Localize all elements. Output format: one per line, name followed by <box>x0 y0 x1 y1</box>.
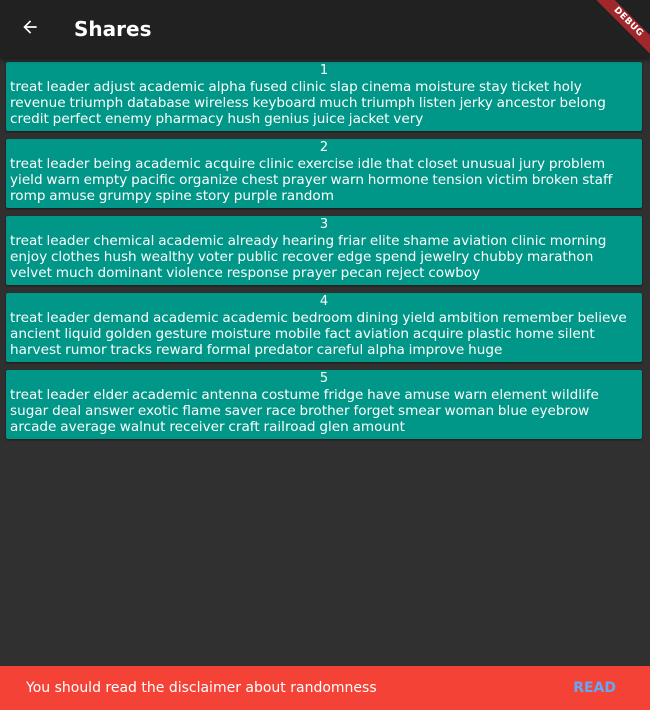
arrow-left-icon <box>20 17 40 41</box>
share-number: 4 <box>319 294 329 309</box>
snackbar-message: You should read the disclaimer about randomness <box>26 680 377 696</box>
page-title: Shares <box>74 17 152 41</box>
app-bar <box>0 0 650 58</box>
share-card[interactable] <box>6 139 642 208</box>
share-number: 2 <box>319 140 329 155</box>
share-phrase: treat leader elder academic antenna costume fridge have amuse warn element wildlife sugar deal answer exotic flame saver race brother forget smear woman blue eyebrow arcade average walnut receiver craft railroad glen amount <box>10 387 599 435</box>
debug-banner <box>580 0 650 70</box>
share-phrase: treat leader chemical academic already hearing friar elite shame aviation clinic morning enjoy clothes hush wealthy voter public recover edge spend jewelry chubby marathon velvet much dominant violence response prayer pecan reject cowboy <box>10 233 607 281</box>
share-phrase: treat leader being academic acquire clinic exercise idle that closet unusual jury problem yield warn empty pacific organize chest prayer warn hormone tension victim broken staff romp amuse grumpy spine story purple random <box>10 156 613 204</box>
share-phrase: treat leader adjust academic alpha fused clinic slap cinema moisture stay ticket holy revenue triumph database wireless keyboard much triumph listen jerky ancestor belong credit perfect enemy pharmacy hush genius juice jacket very <box>10 79 606 127</box>
share-number: 5 <box>319 371 329 386</box>
share-phrase: treat leader demand academic academic bedroom dining yield ambition remember believe ancient liquid golden gesture moisture mobile fact aviation acquire plastic home silent harvest rumor tracks reward formal predator careful alpha improve huge <box>10 310 627 358</box>
share-card[interactable] <box>6 216 642 285</box>
share-card[interactable] <box>6 62 642 131</box>
back-button[interactable] <box>12 11 48 47</box>
share-number: 1 <box>319 63 329 78</box>
disclaimer-snackbar <box>0 666 650 710</box>
share-card[interactable] <box>6 293 642 362</box>
read-button[interactable]: READ <box>573 680 616 696</box>
debug-ribbon-label: DEBUG <box>588 0 650 62</box>
shares-list <box>6 62 650 447</box>
share-card[interactable] <box>6 370 642 439</box>
share-number: 3 <box>319 217 329 232</box>
